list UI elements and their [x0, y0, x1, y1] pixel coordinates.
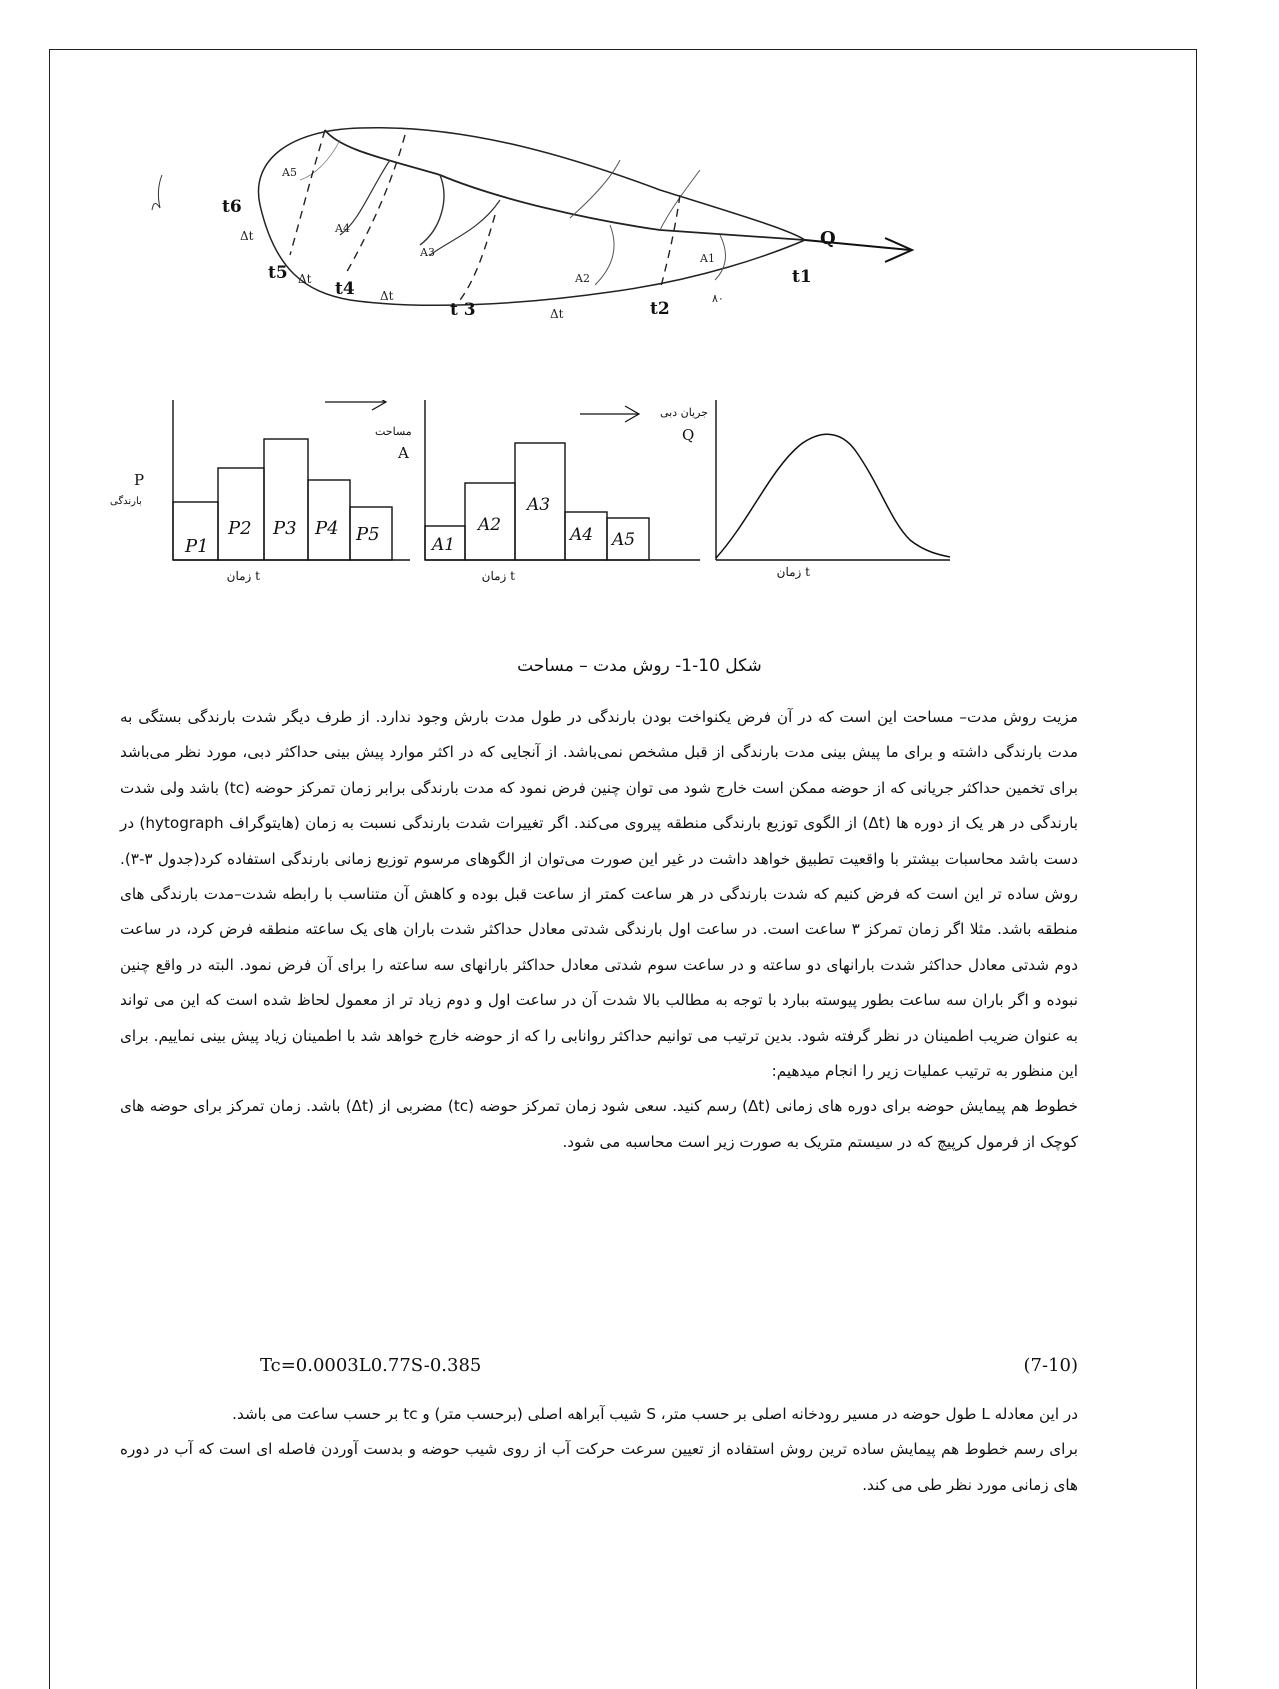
label-t2: t2 [650, 299, 670, 319]
panel2-y-var: A [398, 444, 409, 462]
time-area-panels [110, 400, 1010, 630]
label-dt-4: Δt [550, 307, 564, 321]
panel3-y-var: Q [682, 426, 695, 444]
panel1-y-label: بارندگی [110, 496, 142, 507]
equation-kirpich [120, 1355, 1078, 1385]
panel-rainfall [110, 400, 410, 583]
body-text-after [120, 1397, 1078, 1503]
label-a1: A1 [700, 252, 715, 265]
main-stream [325, 130, 805, 240]
equation-formula: Tc=0.0003L0.77S-0.385 [260, 1355, 482, 1376]
bar-label-p4: P4 [315, 518, 339, 539]
bar-label-a4: A4 [570, 525, 594, 545]
label-q-outlet: Q [820, 228, 836, 249]
equation-number: (7-10) [1023, 1355, 1078, 1376]
bar-p3 [264, 439, 308, 560]
bar-p2 [218, 468, 264, 560]
paragraph-1: مزیت روش مدت– مساحت این است که در آن فرض یکنواخت بودن بارندگی در طول مدت بارش وجود ندارد. از طرف دیگر شدت بارندگی بستگی به مدت بارندگی داشته و برای ما پیش بینی مدت بارندگی از قبل مشخص نمی‌باشد. از آنجایی که در اکثر موارد پیش بینی حداکثر دبی، مورد نظر می‌باشد برای تخمین حداکثر جریانی که از حوضه ممکن است خارج شود می توان چنین فرض نمود که مدت بارندگی برابر زمان تمرکز حوضه (tc) باشد ولی شدت بارندگی در هر یک از دوره ها (Δt) از الگوی توزیع بارندگی منطقه پیروی می‌کند. اگر تغییرات شدت بارندگی نسبت به زمان (هایتوگراف hytograph) در دست باشد محاسبات بیشتر با واقعیت تطبیق خواهد داشت در غیر این صورت می‌توان از الگوهای مرسوم توزیع زمانی بارندگی استفاده کرد(جدول ۳-۳). روش ساده تر این است که فرض کنیم که شدت بارندگی در هر ساعت کمتر از ساعت قبل بوده و کاهش آن متناسب با رابطه شدت–مدت بارندگی های منطقه باشد. مثلا اگر زمان تمرکز ۳ ساعت است. در ساعت اول بارندگی شدتی معادل حداکثر شدت باران های یک ساعته منطقه فرض کرد، در ساعت دوم شدتی معادل حداکثر شدت بارانهای دو ساعته و در ساعت سوم شدتی معادل حداکثر بارانهای سه ساعته را برای آن فرض نمود. البته در واقع چنین نبوده و اگر باران سه ساعت بطور پیوسته ببارد با توجه به مطالب بالا شدت آن در ساعت اول و دوم زیاد تر از معمول لحاظ شده است که این می تواند به عنوان ضریب اطمینان در نظر گرفته شود. بدین ترتیب می توانیم حداکثر روانابی را که از حوضه خارج خواهد شد با اطمینان زیاد پیش بینی نماییم. برای این منظور به ترتیب عملیات زیر را انجام میدهیم: [120, 708, 1079, 1081]
figure-caption: شکل 10-1- روش مدت – مساحت [517, 656, 762, 676]
watershed-diagram [140, 120, 1000, 350]
isochrone-t2 [660, 195, 680, 290]
panel-hydrograph [660, 400, 950, 579]
label-dt-1: Δt [240, 229, 254, 243]
label-dt-3: Δt [380, 289, 394, 303]
label-t5: t5 [268, 263, 288, 283]
label-a3: A3 [420, 246, 435, 259]
label-t1: t1 [792, 267, 812, 287]
panel1-x-label: t زمان [226, 569, 260, 583]
bar-label-a1: A1 [432, 535, 456, 555]
isochrone-t5 [290, 130, 325, 255]
label-t6: t6 [222, 197, 242, 217]
hydrograph-curve [716, 434, 950, 558]
bar-label-p3: P3 [273, 518, 297, 539]
label-a2: A2 [575, 272, 590, 285]
bar-label-a2: A2 [478, 515, 502, 535]
bar-label-p1: P1 [185, 536, 209, 557]
panel-area [375, 400, 700, 583]
bar-label-p2: P2 [228, 518, 252, 539]
label-t4: t4 [335, 279, 355, 299]
panel3-y-label: جریان دبی [660, 406, 708, 419]
stray-scribble [152, 175, 162, 210]
panel1-y-var: P [134, 471, 145, 489]
panel2-x-label: t زمان [481, 569, 515, 583]
bar-label-p5: P5 [356, 524, 380, 545]
label-a4: A4 [335, 222, 350, 235]
panel3-x-label: t زمان [776, 565, 810, 579]
bar-label-a3: A3 [527, 495, 551, 515]
label-a5: A5 [282, 166, 297, 179]
label-dt-2: Δt [298, 272, 312, 286]
stray-mark: ۸۰ [712, 292, 724, 305]
panel2-y-label: مساحت [375, 425, 412, 438]
bar-label-a5: A5 [612, 530, 636, 550]
paragraph-3: در این معادله L طول حوضه در مسیر رودخانه اصلی بر حسب متر، S شیب آبراهه اصلی (برحسب متر) و tc بر حسب ساعت می باشد. [232, 1405, 1078, 1423]
isochrone-t3 [460, 215, 495, 300]
paragraph-2: خطوط هم پیمایش حوضه برای دوره های زمانی (Δt) رسم کنید. سعی شود زمان تمرکز حوضه (tc) مضربی از (Δt) باشد. زمان تمرکز برای حوضه های کوچک از فرمول کرپیچ که در سیستم متریک به صورت زیر است محاسبه می شود. [120, 1097, 1079, 1151]
label-t3: t 3 [450, 300, 476, 320]
body-text [120, 700, 1078, 1160]
paragraph-4: برای رسم خطوط هم پیمایش ساده ترین روش استفاده از تعیین سرعت حرکت آب از روی شیب حوضه و بدست آوردن فاصله ای است که آب در دوره های زمانی مورد نظر طی می کند. [120, 1440, 1078, 1494]
